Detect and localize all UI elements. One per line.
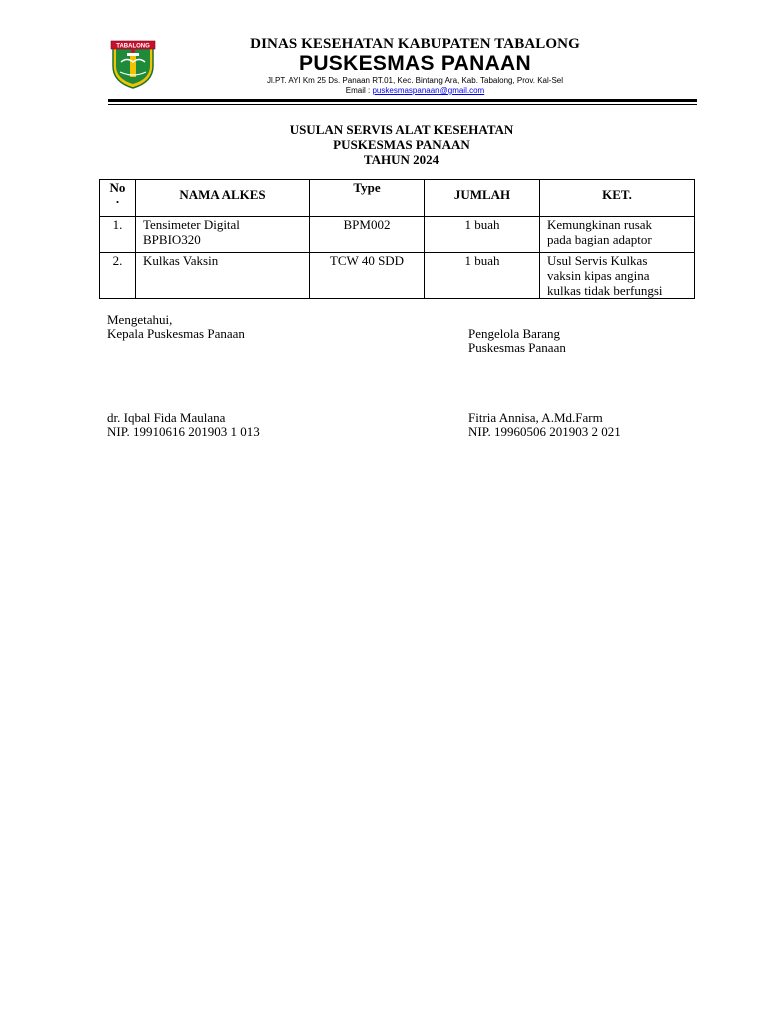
signer-left-position: Kepala Puskesmas Panaan <box>107 326 245 341</box>
cell-type: BPM002 <box>310 217 425 253</box>
cell-type: TCW 40 SDD <box>310 253 425 299</box>
letterhead-rule-thick <box>108 99 697 102</box>
email-link[interactable]: puskesmaspanaan@gmail.com <box>372 86 485 95</box>
header-qty: JUMLAH <box>425 180 540 217</box>
cell-name: Kulkas Vaksin <box>136 253 310 299</box>
header-ket: KET. <box>540 180 695 217</box>
tabalong-logo-icon <box>107 38 159 90</box>
table-header-row <box>100 180 695 217</box>
header-no: No . <box>100 180 136 217</box>
table-row <box>100 217 695 253</box>
document-title <box>100 122 703 167</box>
acknowledged-label: Mengetahui, <box>107 312 173 327</box>
signer-left-name: dr. Iqbal Fida Maulana <box>107 410 226 425</box>
letterhead-rule-thin <box>108 104 697 105</box>
signer-right-position: Pengelola Barang <box>468 326 561 341</box>
address-line: Jl.PT. AYI Km 25 Ds. Panaan RT.01, Kec. Bintang Ara, Kab. Tabalong, Prov. Kal-Sel <box>266 76 563 85</box>
cell-ket: Kemungkinan rusak pada bagian adaptor <box>540 217 695 253</box>
cell-name: Tensimeter Digital BPBIO320 <box>136 217 310 253</box>
signer-right-unit: Puskesmas Panaan <box>468 340 566 355</box>
cell-ket: Usul Servis Kulkas vaksin kipas angina kulkas tidak berfungsi <box>540 253 695 299</box>
cell-qty: 1 buah <box>425 253 540 299</box>
institution-name: PUSKESMAS PANAAN <box>299 52 531 75</box>
agency-name: DINAS KESEHATAN KABUPATEN TABALONG <box>250 36 580 52</box>
title-line-2: PUSKESMAS PANAAN <box>333 137 470 152</box>
letterhead <box>160 36 670 95</box>
signer-left <box>107 411 260 439</box>
signature-block-right <box>468 327 566 355</box>
cell-qty: 1 buah <box>425 217 540 253</box>
logo-lettering: TABALONG <box>116 43 150 50</box>
table-row <box>100 253 695 299</box>
header-name: NAMA ALKES <box>136 180 310 217</box>
email-line <box>160 86 670 95</box>
equipment-table <box>99 179 695 299</box>
email-label: Email : <box>345 86 373 95</box>
signer-right-nip: NIP. 19960506 201903 2 021 <box>468 424 621 439</box>
signer-right-name: Fitria Annisa, A.Md.Farm <box>468 410 603 425</box>
header-type: Type <box>310 180 425 217</box>
signature-block-left <box>107 313 245 341</box>
cell-no: 2. <box>100 253 136 299</box>
signer-left-nip: NIP. 19910616 201903 1 013 <box>107 424 260 439</box>
title-line-1: USULAN SERVIS ALAT KESEHATAN <box>289 122 514 137</box>
signer-right <box>468 411 621 439</box>
cell-no: 1. <box>100 217 136 253</box>
title-line-3: TAHUN 2024 <box>363 152 440 167</box>
